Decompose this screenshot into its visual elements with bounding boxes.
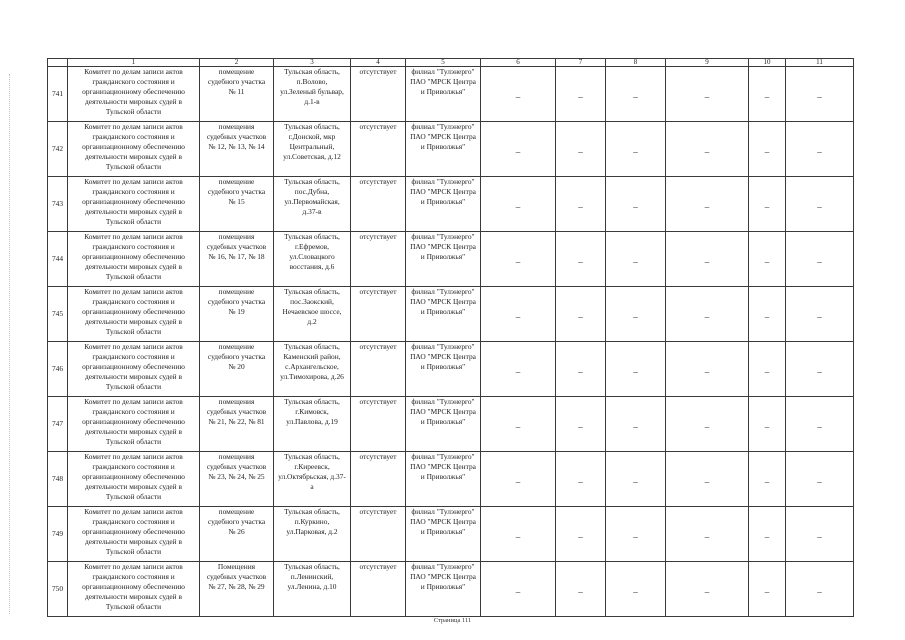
premises-cell: помещение судебного участка № 15 [200, 177, 274, 232]
table-row [48, 562, 854, 617]
column-5-cell: филиал "Тулэнерго" ПАО "МРСК Центра и Приволжья" [406, 177, 481, 232]
organization-cell: Комитет по делам записи актов гражданского состояния и организационному обеспечению деятельности мировых судей в Тульской области [68, 562, 200, 617]
column-number-header: 2 [200, 59, 274, 67]
empty-value-cell: – [481, 507, 556, 562]
empty-value-cell: – [606, 507, 666, 562]
premises-cell: помещение судебного участка № 19 [200, 287, 274, 342]
address-cell: Тульская область, п.Куркино, ул.Парковая, д.2 [274, 507, 351, 562]
empty-value-cell: – [786, 122, 854, 177]
empty-value-cell: – [481, 67, 556, 122]
empty-value-cell: – [556, 507, 606, 562]
address-cell: Тульская область, г.Киреевск, ул.Октябрьская, д.37- а [274, 452, 351, 507]
organization-cell: Комитет по делам записи актов гражданского состояния и организационному обеспечению деятельности мировых судей в Тульской области [68, 67, 200, 122]
empty-value-cell: – [786, 177, 854, 232]
empty-value-cell: – [481, 177, 556, 232]
column-number-header: 6 [481, 59, 556, 67]
address-cell: Тульская область, Каменский район, с.Архангельское, ул.Тимохирова, д.26 [274, 342, 351, 397]
row-number: 750 [48, 562, 68, 617]
empty-value-cell: – [481, 287, 556, 342]
empty-value-cell: – [666, 287, 749, 342]
column-5-cell: филиал "Тулэнерго" ПАО "МРСК Центра и Приволжья" [406, 562, 481, 617]
column-number-header: 9 [666, 59, 749, 67]
column-number-header-row [48, 59, 854, 67]
column-5-cell: филиал "Тулэнерго" ПАО "МРСК Центра и Приволжья" [406, 122, 481, 177]
table-row [48, 232, 854, 287]
premises-cell: Помещения судебных участков № 27, № 28, № 29 [200, 562, 274, 617]
address-cell: Тульская область, г.Кимовск, ул.Павлова, д.19 [274, 397, 351, 452]
empty-value-cell: – [606, 122, 666, 177]
table-row [48, 342, 854, 397]
empty-value-cell: – [666, 122, 749, 177]
column-5-cell: филиал "Тулэнерго" ПАО "МРСК Центра и Приволжья" [406, 232, 481, 287]
empty-value-cell: – [666, 232, 749, 287]
empty-value-cell: – [786, 507, 854, 562]
premises-cell: помещение судебного участка № 26 [200, 507, 274, 562]
empty-value-cell: – [606, 67, 666, 122]
address-cell: Тульская область, г.Донской, мкр Центральный, ул.Советская, д.12 [274, 122, 351, 177]
premises-cell: помещения судебных участков № 21, № 22, № 81 [200, 397, 274, 452]
organization-cell: Комитет по делам записи актов гражданского состояния и организационному обеспечению деятельности мировых судей в Тульской области [68, 177, 200, 232]
premises-cell: помещения судебных участков № 16, № 17, № 18 [200, 232, 274, 287]
empty-value-cell: – [556, 287, 606, 342]
empty-value-cell: – [556, 342, 606, 397]
table-row [48, 397, 854, 452]
organization-cell: Комитет по делам записи актов гражданского состояния и организационному обеспечению деятельности мировых судей в Тульской области [68, 452, 200, 507]
empty-value-cell: – [749, 122, 786, 177]
row-number-header [48, 59, 68, 67]
address-cell: Тульская область, пос.Дубна, ул.Первомайская, д.37-в [274, 177, 351, 232]
organization-cell: Комитет по делам записи актов гражданского состояния и организационному обеспечению деятельности мировых судей в Тульской области [68, 397, 200, 452]
column-5-cell: филиал "Тулэнерго" ПАО "МРСК Центра и Приволжья" [406, 342, 481, 397]
empty-value-cell: – [481, 452, 556, 507]
empty-value-cell: – [786, 342, 854, 397]
column-4-cell: отсутствует [351, 452, 406, 507]
empty-value-cell: – [749, 452, 786, 507]
empty-value-cell: – [749, 177, 786, 232]
empty-value-cell: – [606, 452, 666, 507]
row-number: 747 [48, 397, 68, 452]
empty-value-cell: – [749, 507, 786, 562]
column-number-header: 3 [274, 59, 351, 67]
premises-cell: помещение судебного участка № 20 [200, 342, 274, 397]
premises-cell: помещения судебных участков № 12, № 13, № 14 [200, 122, 274, 177]
empty-value-cell: – [786, 67, 854, 122]
column-4-cell: отсутствует [351, 232, 406, 287]
column-4-cell: отсутствует [351, 342, 406, 397]
table-row [48, 177, 854, 232]
row-number: 743 [48, 177, 68, 232]
table-row [48, 67, 854, 122]
column-4-cell: отсутствует [351, 507, 406, 562]
address-cell: Тульская область, пос.Заокский, Нечаевское шоссе, д.2 [274, 287, 351, 342]
column-number-header: 4 [351, 59, 406, 67]
column-5-cell: филиал "Тулэнерго" ПАО "МРСК Центра и Приволжья" [406, 287, 481, 342]
address-cell: Тульская область, г.Ефремов, ул.Словацкого восстания, д.6 [274, 232, 351, 287]
column-5-cell: филиал "Тулэнерго" ПАО "МРСК Центра и Приволжья" [406, 507, 481, 562]
row-number: 742 [48, 122, 68, 177]
empty-value-cell: – [749, 397, 786, 452]
premises-cell: помещения судебных участков № 23, № 24, № 25 [200, 452, 274, 507]
empty-value-cell: – [749, 342, 786, 397]
column-5-cell: филиал "Тулэнерго" ПАО "МРСК Центра и Приволжья" [406, 67, 481, 122]
empty-value-cell: – [556, 562, 606, 617]
scan-margin-mark [9, 74, 10, 614]
table-row [48, 122, 854, 177]
empty-value-cell: – [556, 452, 606, 507]
table-row [48, 287, 854, 342]
organization-cell: Комитет по делам записи актов гражданского состояния и организационному обеспечению деятельности мировых судей в Тульской области [68, 287, 200, 342]
column-number-header: 8 [606, 59, 666, 67]
empty-value-cell: – [666, 67, 749, 122]
row-number: 749 [48, 507, 68, 562]
empty-value-cell: – [666, 177, 749, 232]
column-4-cell: отсутствует [351, 122, 406, 177]
empty-value-cell: – [749, 287, 786, 342]
organization-cell: Комитет по делам записи актов гражданского состояния и организационному обеспечению деятельности мировых судей в Тульской области [68, 232, 200, 287]
empty-value-cell: – [606, 287, 666, 342]
empty-value-cell: – [556, 397, 606, 452]
empty-value-cell: – [556, 67, 606, 122]
empty-value-cell: – [481, 122, 556, 177]
table-row [48, 507, 854, 562]
row-number: 745 [48, 287, 68, 342]
empty-value-cell: – [786, 452, 854, 507]
empty-value-cell: – [481, 342, 556, 397]
organization-cell: Комитет по делам записи актов гражданского состояния и организационному обеспечению деятельности мировых судей в Тульской области [68, 122, 200, 177]
empty-value-cell: – [666, 397, 749, 452]
premises-cell: помещение судебного участка № 11 [200, 67, 274, 122]
registry-table [47, 58, 854, 617]
empty-value-cell: – [786, 232, 854, 287]
column-4-cell: отсутствует [351, 397, 406, 452]
empty-value-cell: – [606, 562, 666, 617]
empty-value-cell: – [556, 122, 606, 177]
empty-value-cell: – [786, 562, 854, 617]
empty-value-cell: – [666, 342, 749, 397]
column-5-cell: филиал "Тулэнерго" ПАО "МРСК Центра и Приволжья" [406, 397, 481, 452]
column-number-header: 5 [406, 59, 481, 67]
empty-value-cell: – [606, 232, 666, 287]
column-5-cell: филиал "Тулэнерго" ПАО "МРСК Центра и Приволжья" [406, 452, 481, 507]
empty-value-cell: – [481, 232, 556, 287]
address-cell: Тульская область, п.Ленинский, ул.Ленина, д.10 [274, 562, 351, 617]
organization-cell: Комитет по делам записи актов гражданского состояния и организационному обеспечению деятельности мировых судей в Тульской области [68, 507, 200, 562]
organization-cell: Комитет по делам записи актов гражданского состояния и организационному обеспечению деятельности мировых судей в Тульской области [68, 342, 200, 397]
empty-value-cell: – [481, 562, 556, 617]
empty-value-cell: – [481, 397, 556, 452]
column-4-cell: отсутствует [351, 287, 406, 342]
column-number-header: 7 [556, 59, 606, 67]
row-number: 746 [48, 342, 68, 397]
table-row [48, 452, 854, 507]
empty-value-cell: – [606, 397, 666, 452]
empty-value-cell: – [749, 67, 786, 122]
column-4-cell: отсутствует [351, 67, 406, 122]
empty-value-cell: – [606, 342, 666, 397]
empty-value-cell: – [606, 177, 666, 232]
empty-value-cell: – [666, 507, 749, 562]
empty-value-cell: – [786, 287, 854, 342]
column-number-header: 1 [68, 59, 200, 67]
empty-value-cell: – [666, 562, 749, 617]
column-4-cell: отсутствует [351, 177, 406, 232]
empty-value-cell: – [666, 452, 749, 507]
empty-value-cell: – [749, 232, 786, 287]
empty-value-cell: – [786, 397, 854, 452]
empty-value-cell: – [749, 562, 786, 617]
row-number: 741 [48, 67, 68, 122]
page-number-footer: Страница 111 [433, 617, 472, 624]
empty-value-cell: – [556, 232, 606, 287]
address-cell: Тульская область, п.Волово, ул.Зеленый бульвар, д.1-в [274, 67, 351, 122]
empty-value-cell: – [556, 177, 606, 232]
column-number-header: 10 [749, 59, 786, 67]
row-number: 748 [48, 452, 68, 507]
row-number: 744 [48, 232, 68, 287]
column-number-header: 11 [786, 59, 854, 67]
column-4-cell: отсутствует [351, 562, 406, 617]
